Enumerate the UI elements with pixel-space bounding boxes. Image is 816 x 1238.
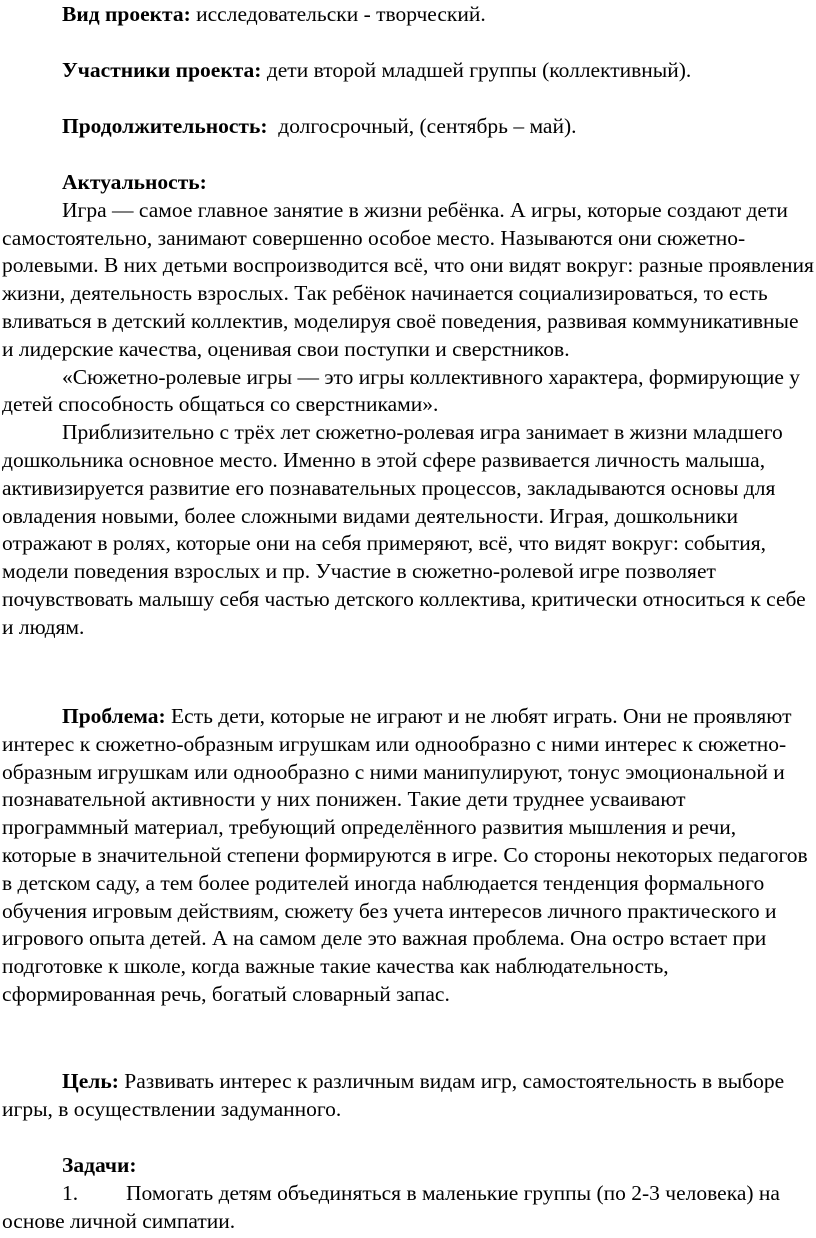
duration-line (2, 113, 814, 141)
relevance-paragraph-2: «Сюжетно-ролевые игры — это игры коллективного характера, формирующие у детей способность общаться со сверстниками». (2, 364, 801, 417)
relevance-heading: Актуальность: (62, 170, 207, 194)
relevance-paragraph-1: Игра — самое главное занятие в жизни ребёнка. А игры, которые создают дети самостоятельно, занимают совершенно особое место. Называются они сюжетно-ролевыми. В них детьми воспроизводится всё, что они видят вокруг: разные проявления жизни, деятельность взрослых. Так ребёнок начинается социализироваться, то есть вливаться в детский коллектив, моделируя своё поведения, развивая коммуникативные и лидерские качества, оценивая свои поступки и сверстников. (2, 197, 814, 361)
project-kind-label: Вид проекта: (62, 2, 191, 26)
goal-label: Цель: (62, 1069, 119, 1093)
participants-label: Участники проекта: (62, 58, 262, 82)
task-number: 1. (62, 1180, 79, 1205)
duration-value: долгосрочный, (сентябрь – май). (267, 114, 577, 138)
relevance-paragraph-3: Приблизительно с трёх лет сюжетно-ролевая игра занимает в жизни младшего дошкольника основное место. Именно в этой сфере развивается личность малыша, активизируется развитие его познавательных процессов, закладываются основы для овладения новыми, более сложными видами деятельности. Играя, дошкольники отражают в ролях, которые они на себя примеряют, всё, что видят вокруг: события, модели поведения взрослых и пр. Участие в сюжетно-ролевой игре позволяет почувствовать малышу себя частью детского коллектива, критически относиться к себе и людям. (2, 420, 806, 639)
tasks-section (2, 1152, 814, 1235)
duration-label: Продолжительность: (62, 114, 268, 138)
tasks-heading: Задачи: (62, 1153, 137, 1177)
goal-paragraph (2, 1068, 814, 1124)
relevance-section (2, 169, 814, 642)
participants-value: дети второй младшей группы (коллективный). (261, 58, 692, 82)
goal-text: Развивать интерес к различным видам игр, самостоятельность в выборе игры, в осуществлении задуманного. (2, 1069, 785, 1121)
project-kind-line (2, 1, 814, 29)
project-kind-value: исследовательски - творческий. (190, 2, 486, 26)
problem-text: Есть дети, которые не играют и не любят играть. Они не проявляют интерес к сюжетно-образным игрушкам или однообразно с ними интерес к сюжетно-образным игрушкам или однообразно с ними манипулируют, тонус эмоциональной и познавательной активности у них понижен. Такие дети труднее усваивают программный материал, требующий определённого развития мышления и речи, которые в значительной степени формируются в игре. Со стороны некоторых педагогов в детском саду, а тем более родителей иногда наблюдается тенденция формального обучения игровым действиям, сюжету без учета интересов личного практического и игрового опыта детей. А на самом деле это важная проблема. Она остро встает при подготовке к школе, когда важные такие качества как наблюдательность, сформированная речь, богатый словарный запас. (2, 704, 808, 1006)
problem-paragraph (2, 703, 814, 1009)
participants-line (2, 57, 814, 85)
problem-label: Проблема: (62, 704, 166, 728)
task-text: Помогать детям объединяться в маленькие группы (по 2-3 человека) на основе личной симпатии. (2, 1180, 780, 1233)
task-item (2, 1180, 814, 1236)
